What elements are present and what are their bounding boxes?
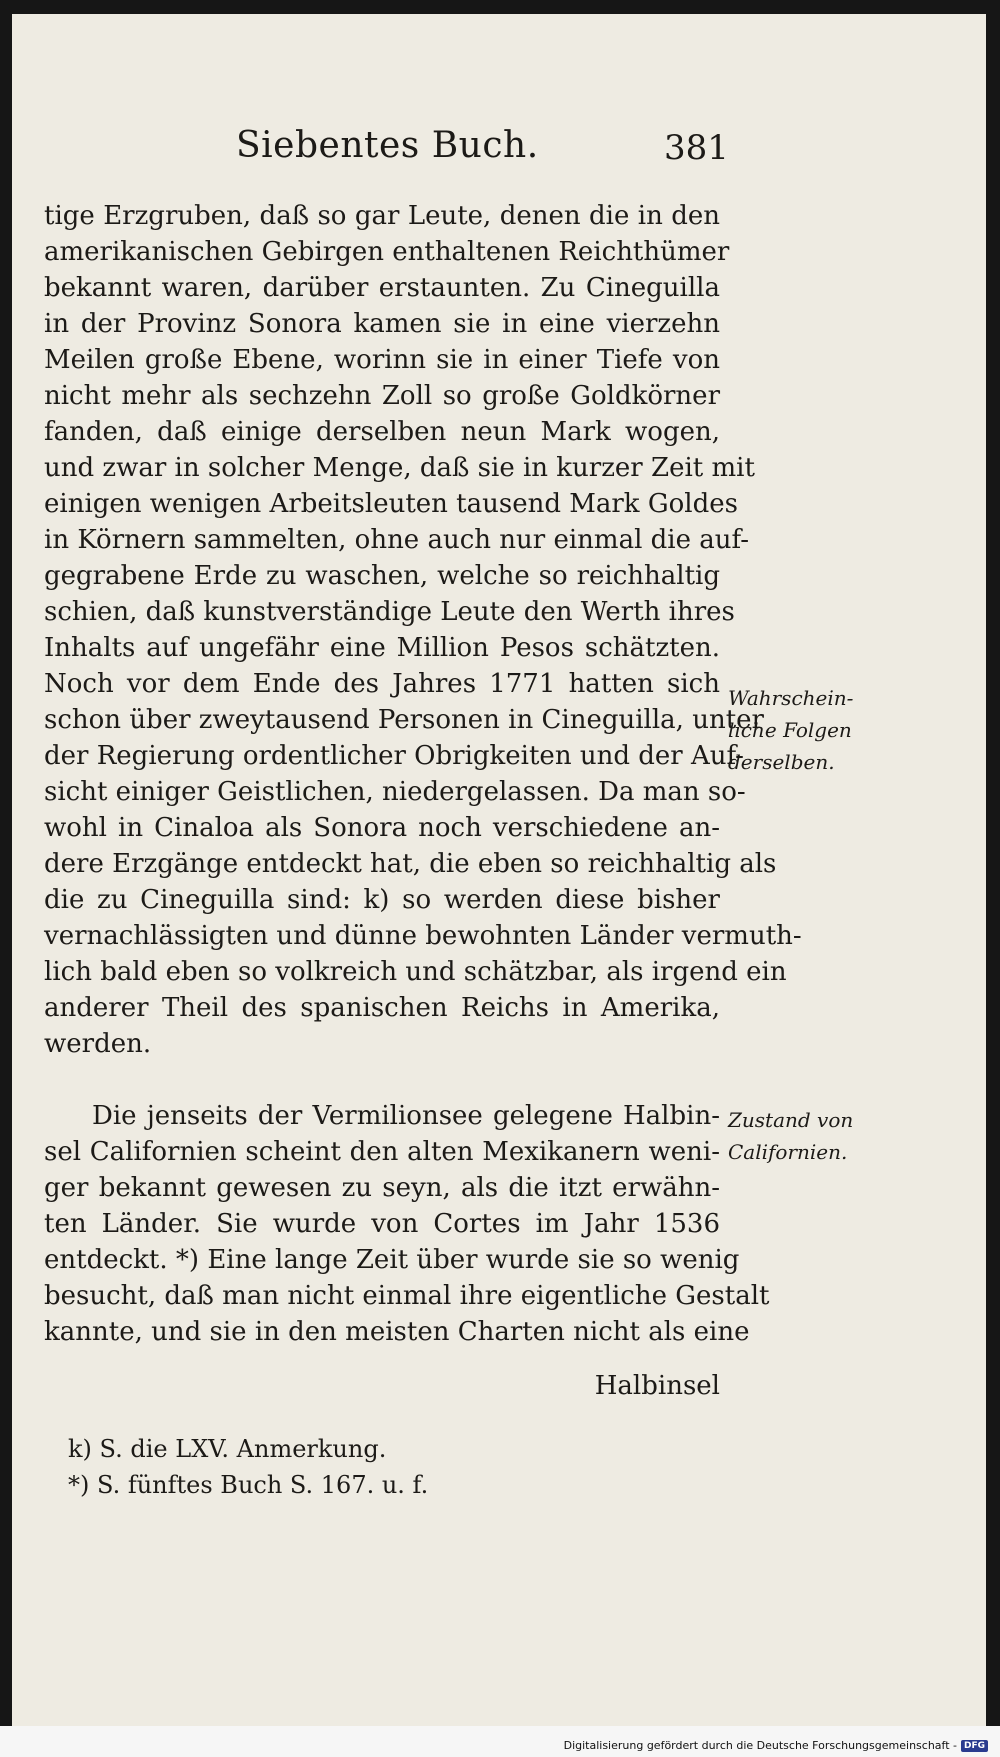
footnote: k) S. die LXV. Anmerkung. (68, 1435, 387, 1463)
text-line: nicht mehr als sechzehn Zoll so große Goldkörner (44, 381, 720, 411)
text-line: bekannt waren, darüber erstaunten. Zu Cineguilla (44, 273, 720, 303)
text-line: wohl in Cinaloa als Sonora noch verschiedene an- (44, 813, 720, 843)
text-line: einigen wenigen Arbeitsleuten tausend Mark Goldes (44, 489, 738, 519)
text-line: vernachlässigten und dünne bewohnten Länder vermuth- (44, 921, 802, 951)
text-line: anderer Theil des spanischen Reichs in Amerika, (44, 993, 720, 1023)
text-line: entdeckt. *) Eine lange Zeit über wurde sie so wenig (44, 1245, 740, 1275)
text-line: besucht, daß man nicht einmal ihre eigentliche Gestalt (44, 1281, 770, 1311)
marginal-note-line: Wahrschein- (728, 686, 854, 710)
text-line: Noch vor dem Ende des Jahres 1771 hatten sich (44, 669, 720, 699)
text-line: und zwar in solcher Menge, daß sie in kurzer Zeit mit (44, 453, 755, 483)
text-line: amerikanischen Gebirgen enthaltenen Reichthümer (44, 237, 730, 267)
text-line: schien, daß kunstverständige Leute den Werth ihres (44, 597, 735, 627)
text-line: Meilen große Ebene, worinn sie in einer Tiefe von (44, 345, 720, 375)
text-line: schon über zweytausend Personen in Cineguilla, unter (44, 705, 764, 735)
text-line: die zu Cineguilla sind: k) so werden diese bisher (44, 885, 720, 915)
text-line: in Körnern sammelten, ohne auch nur einmal die auf- (44, 525, 749, 555)
marginal-note-line: derselben. (728, 750, 835, 774)
dfg-logo: DFG (961, 1740, 988, 1752)
text-line: ten Länder. Sie wurde von Cortes im Jahr 1536 (44, 1209, 720, 1239)
text-line: in der Provinz Sonora kamen sie in eine vierzehn (44, 309, 720, 339)
text-line: Die jenseits der Vermilionsee gelegene Halbin- (92, 1101, 720, 1131)
digitization-credit (564, 1739, 988, 1752)
credit-text: Digitalisierung gefördert durch die Deutsche Forschungsgemeinschaft - (563, 1739, 957, 1752)
footnote: *) S. fünftes Buch S. 167. u. f. (68, 1471, 429, 1499)
page-number: 381 (664, 128, 729, 168)
text-line: Inhalts auf ungefähr eine Million Pesos schätzten. (44, 633, 720, 663)
text-line: werden. (44, 1029, 152, 1059)
text-line: lich bald eben so volkreich und schätzbar, als irgend ein (44, 957, 787, 987)
text-line: kannte, und sie in den meisten Charten nicht als eine (44, 1317, 750, 1347)
text-line: sel Californien scheint den alten Mexikanern weni- (44, 1137, 720, 1167)
text-line: ger bekannt gewesen zu seyn, als die itzt erwähn- (44, 1173, 720, 1203)
text-line: tige Erzgruben, daß so gar Leute, denen die in den (44, 201, 720, 231)
text-line: dere Erzgänge entdeckt hat, die eben so reichhaltig als (44, 849, 777, 879)
text-line: sicht einiger Geistlichen, niedergelassen. Da man so- (44, 777, 746, 807)
text-line: gegrabene Erde zu waschen, welche so reichhaltig (44, 561, 720, 591)
marginal-note-line: liche Folgen (728, 718, 852, 742)
marginal-note-line: Californien. (728, 1140, 848, 1164)
text-line: fanden, daß einige derselben neun Mark wogen, (44, 417, 720, 447)
catchword: Halbinsel (594, 1371, 720, 1401)
marginal-note-line: Zustand von (728, 1108, 854, 1132)
running-header-title: Siebentes Buch. (236, 125, 539, 166)
text-line: der Regierung ordentlicher Obrigkeiten und der Auf- (44, 741, 744, 771)
